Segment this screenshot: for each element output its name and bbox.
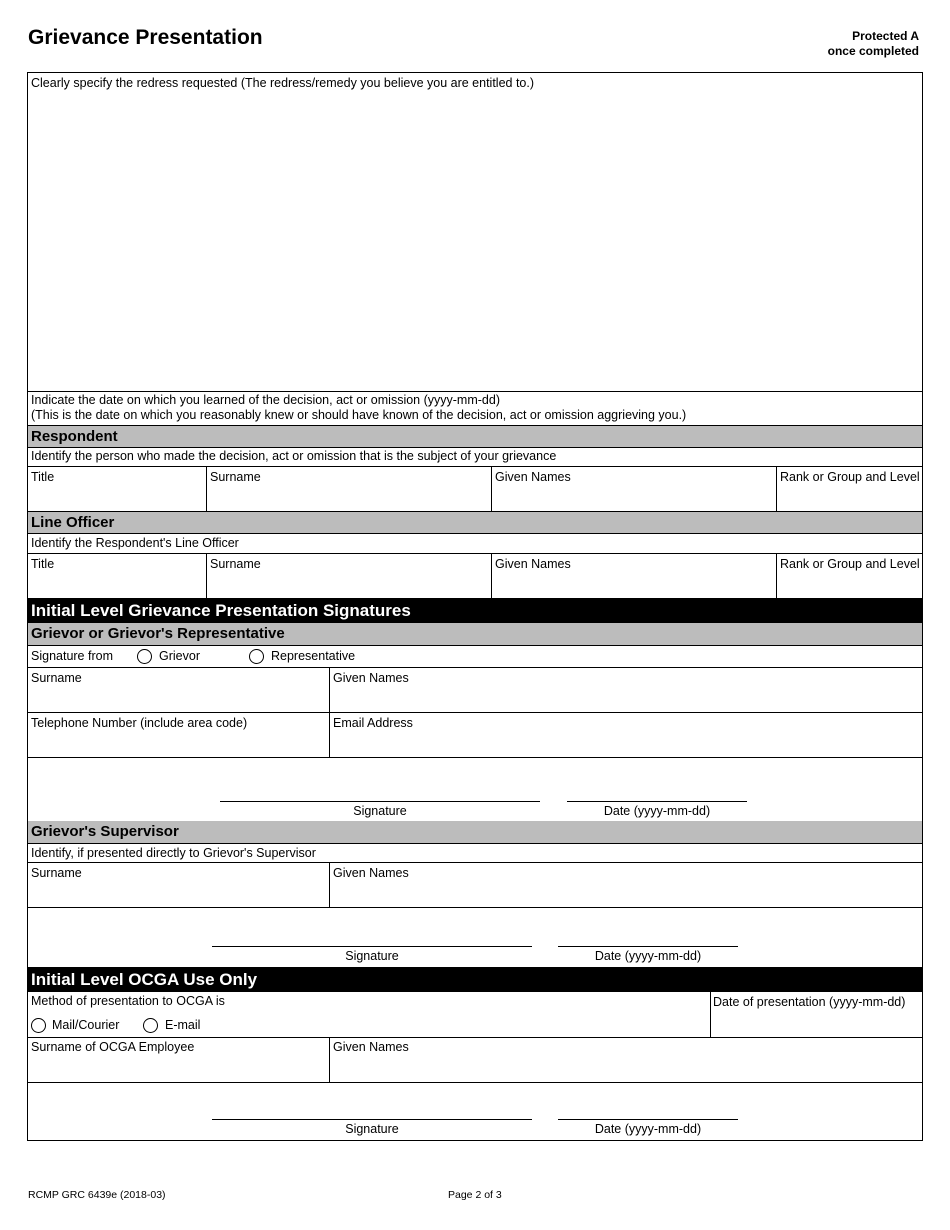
learned-date-label-2: (This is the date on which you reasonably knew or should have known of the decision, act or omission aggrieving you.) [31,408,687,422]
respondent-instruction: Identify the person who made the decision, act or omission that is the subject of your grievance [31,449,557,463]
respondent-given-field[interactable] [492,467,776,511]
divider [28,907,922,908]
date-presentation-label: Date of presentation (yyyy-mm-dd) [713,995,906,1009]
learned-date-field[interactable] [28,392,922,425]
respondent-rank-label: Rank or Group and Level [780,470,920,484]
ocga-signature-line[interactable] [212,1119,532,1120]
griever-given-field[interactable] [330,668,922,712]
protected-notice [828,29,919,59]
ocga-heading: Initial Level OCGA Use Only [28,967,922,992]
page-title: Grievance Presentation [28,26,263,49]
supervisor-given-label: Given Names [333,866,409,880]
line-officer-heading: Line Officer [28,512,922,533]
representative-radio[interactable] [249,649,264,664]
mail-courier-label: Mail/Courier [52,1018,120,1032]
learned-date-label-1: Indicate the date on which you learned of the decision, act or omission (yyyy-mm-dd) [31,393,500,407]
ocga-surname-field[interactable] [28,1038,329,1082]
divider [28,843,922,844]
griever-signature-line[interactable] [220,801,540,802]
mail-courier-radio[interactable] [31,1018,46,1033]
supervisor-surname-label: Surname [31,866,82,880]
divider [28,645,922,646]
line-officer-rank-label: Rank or Group and Level [780,557,920,571]
ocga-signature-label: Signature [345,1122,399,1136]
divider [28,757,922,758]
divider [28,1082,922,1083]
ocga-method-label: Method of presentation to OCGA is [31,994,225,1008]
protected-line-1: Protected A [852,29,919,43]
date-presentation-field[interactable] [711,992,922,1037]
protected-line-2: once completed [827,44,919,58]
email-radio[interactable] [143,1018,158,1033]
ocga-date-line[interactable] [558,1119,738,1120]
respondent-surname-field[interactable] [207,467,491,511]
griever-email-field[interactable] [330,713,922,757]
griever-date-line[interactable] [567,801,747,802]
email-label: E-mail [165,1018,201,1032]
grievor-radio[interactable] [137,649,152,664]
line-officer-title-field[interactable] [28,554,206,598]
respondent-heading: Respondent [28,426,922,447]
respondent-given-label: Given Names [495,470,571,484]
line-officer-title-label: Title [31,557,55,571]
line-officer-given-label: Given Names [495,557,571,571]
grievance-form [27,72,923,1141]
representative-radio-label: Representative [271,649,356,663]
divider [28,447,922,448]
respondent-title-label: Title [31,470,55,484]
griever-email-label: Email Address [333,716,413,730]
griever-signature-label: Signature [353,804,407,818]
supervisor-date-label: Date (yyyy-mm-dd) [594,949,702,963]
supervisor-date-line[interactable] [558,946,738,947]
griever-heading: Grievor or Grievor's Representative [28,623,922,645]
signatures-section-heading: Initial Level Grievance Presentation Signatures [28,598,922,623]
supervisor-heading: Grievor's Supervisor [28,821,922,843]
ocga-date-label: Date (yyyy-mm-dd) [594,1122,702,1136]
griever-phone-label: Telephone Number (include area code) [31,716,248,730]
griever-given-label: Given Names [333,671,409,685]
form-id: RCMP GRC 6439e (2018-03) [28,1189,166,1201]
line-officer-surname-label: Surname [210,557,261,571]
respondent-title-field[interactable] [28,467,206,511]
griever-date-label: Date (yyyy-mm-dd) [603,804,711,818]
line-officer-given-field[interactable] [492,554,776,598]
ocga-given-label: Given Names [333,1040,409,1054]
line-officer-rank-field[interactable] [777,554,922,598]
ocga-surname-label: Surname of OCGA Employee [31,1040,195,1054]
redress-label: Clearly specify the redress requested (The redress/remedy you believe you are entitled to.) [31,76,535,90]
divider [28,533,922,534]
griever-surname-field[interactable] [28,668,329,712]
respondent-rank-field[interactable] [777,467,922,511]
ocga-given-field[interactable] [330,1038,922,1082]
signature-from-label: Signature from [31,649,113,663]
line-officer-instruction: Identify the Respondent's Line Officer [31,536,239,550]
griever-surname-label: Surname [31,671,82,685]
respondent-surname-label: Surname [210,470,261,484]
supervisor-signature-label: Signature [345,949,399,963]
grievor-radio-label: Grievor [159,649,200,663]
supervisor-surname-field[interactable] [28,863,329,907]
supervisor-instruction: Identify, if presented directly to Grievor's Supervisor [31,846,316,860]
redress-textarea[interactable] [28,91,922,391]
supervisor-given-field[interactable] [330,863,922,907]
line-officer-surname-field[interactable] [207,554,491,598]
griever-phone-field[interactable] [28,713,329,757]
supervisor-signature-line[interactable] [212,946,532,947]
page-number: Page 2 of 3 [448,1189,502,1201]
